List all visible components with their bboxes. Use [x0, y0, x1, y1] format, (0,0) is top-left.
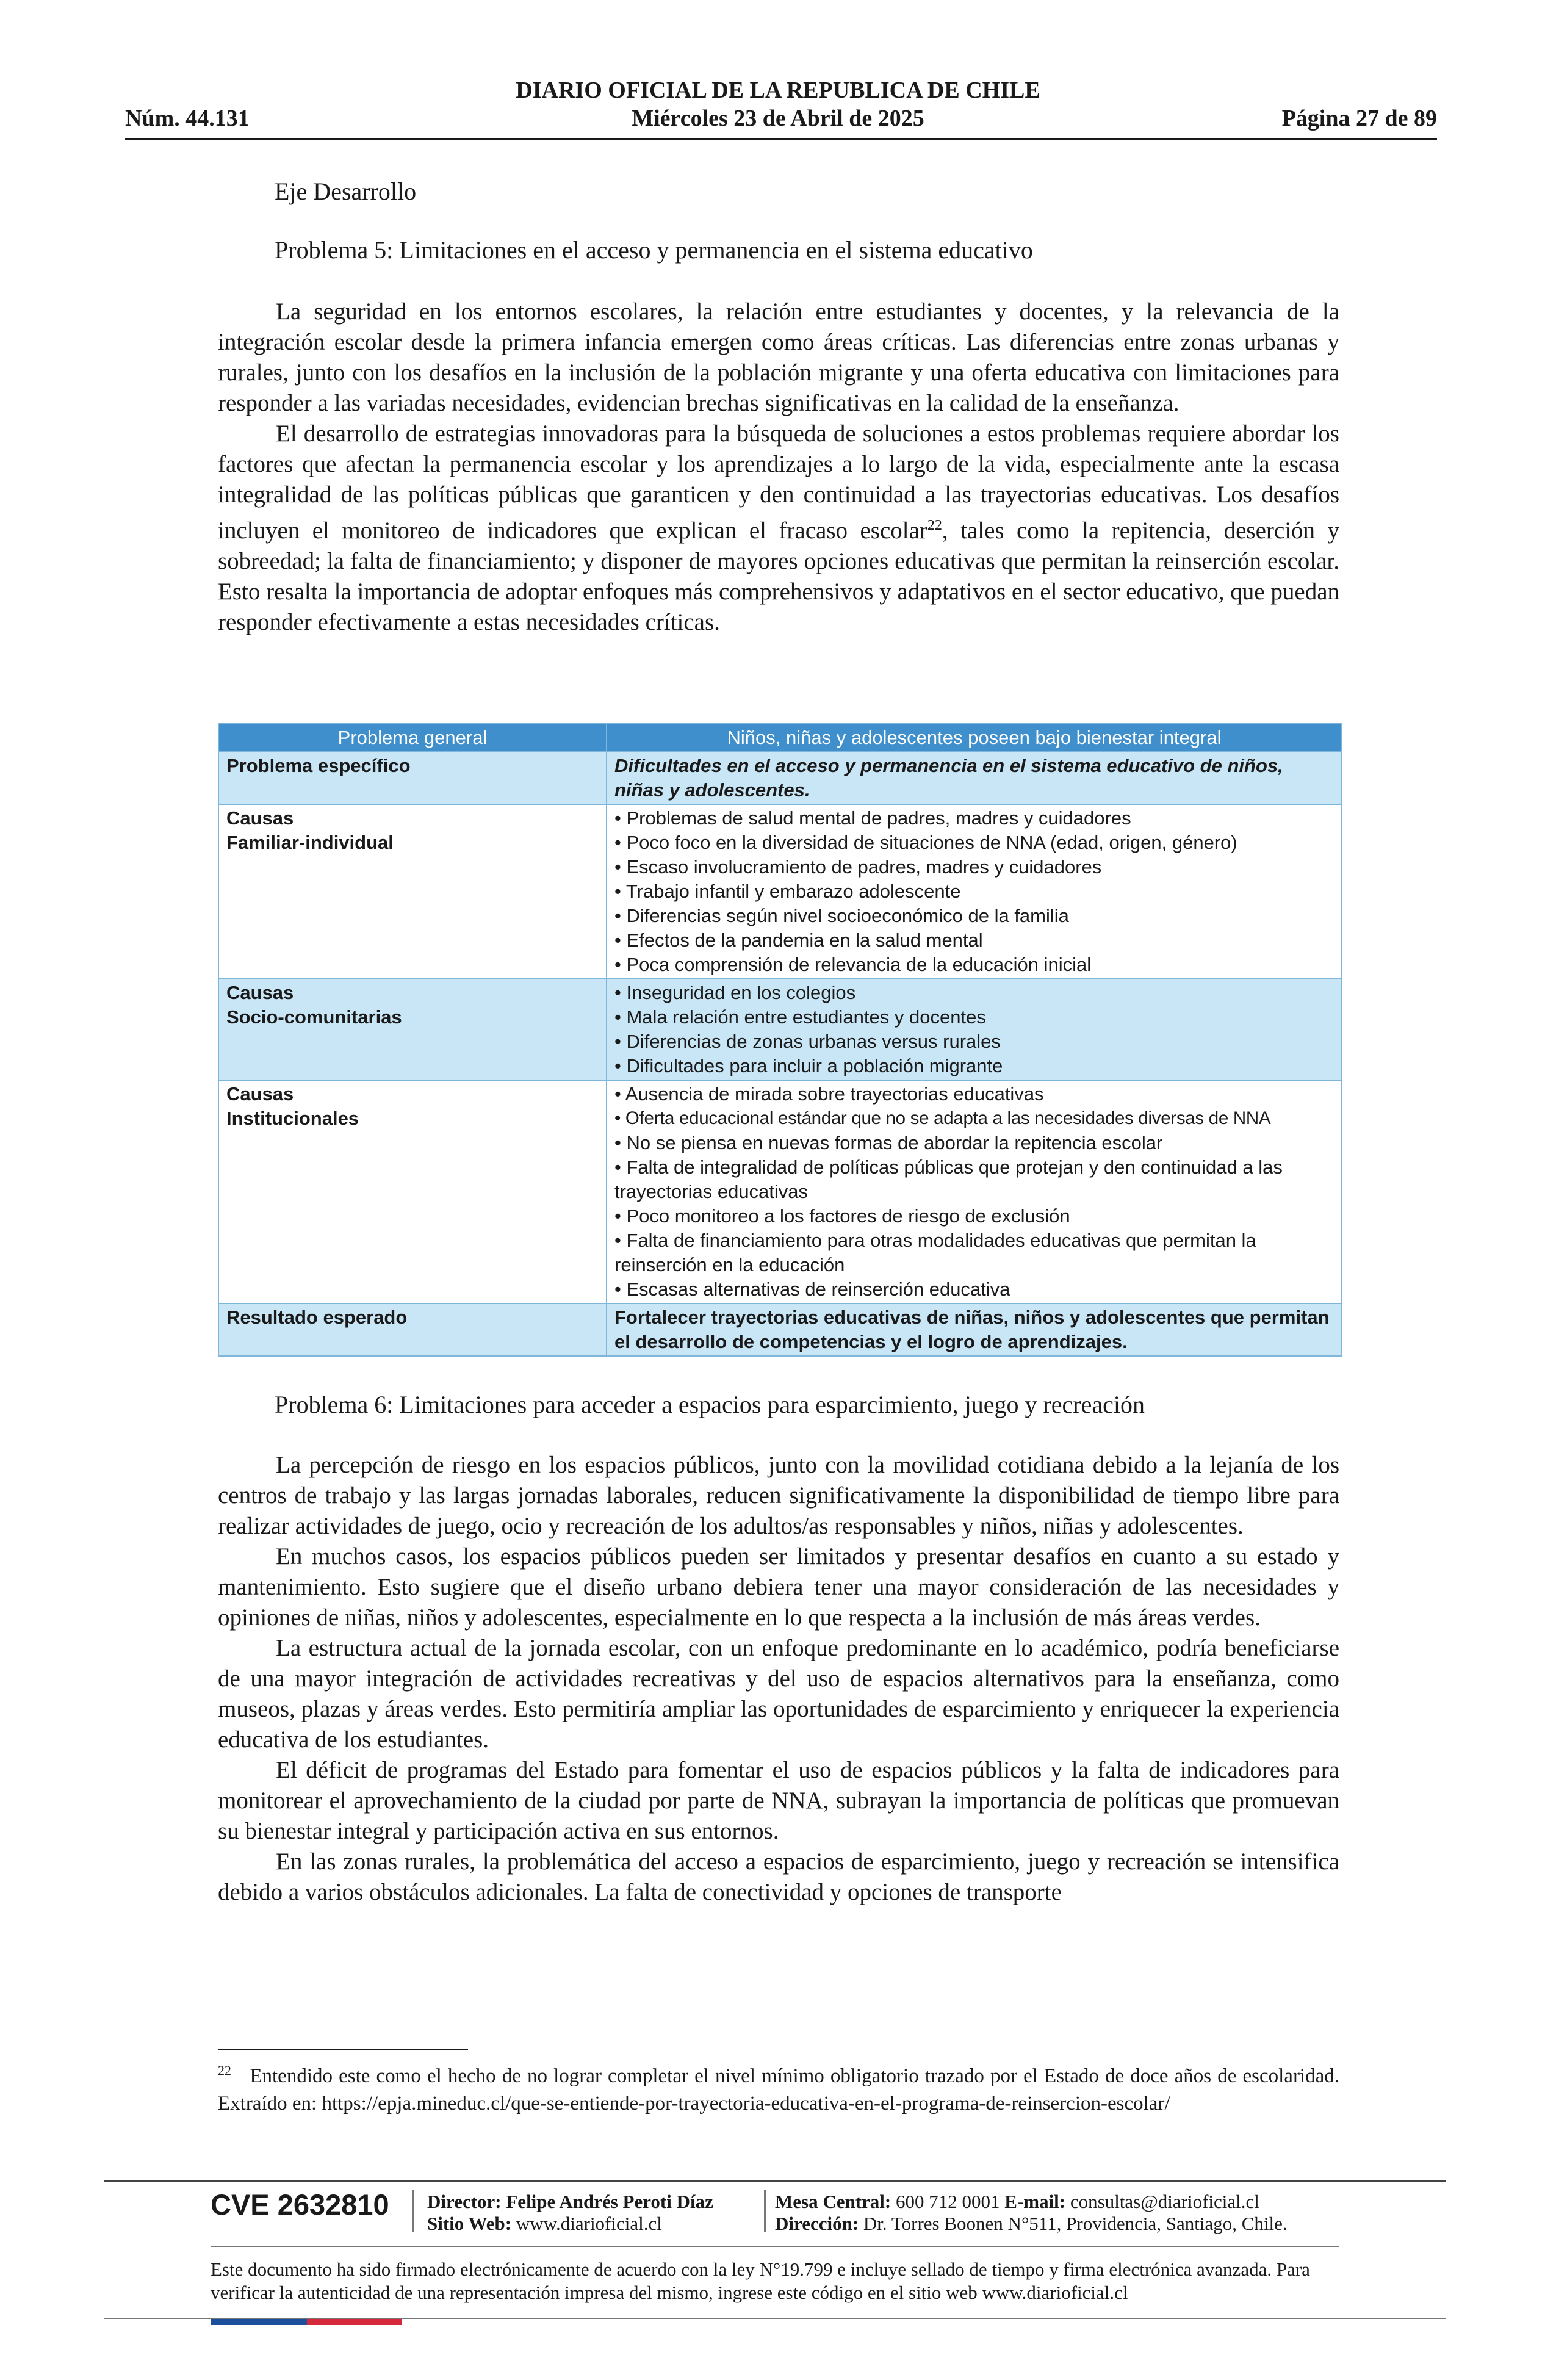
list-item: • Problemas de salud mental de padres, madres y cuidadores: [614, 807, 1131, 829]
list-item: • Trabajo infantil y embarazo adolescente: [614, 881, 961, 902]
footer-director-block: [427, 2191, 713, 2235]
header-general-label: Problema general: [218, 724, 607, 752]
row-familiar-causes: [218, 804, 1342, 979]
list-item: • Diferencias de zonas urbanas versus rurales: [614, 1031, 1001, 1052]
header-general-value: Niños, niñas y adolescentes poseen bajo bienestar integral: [607, 724, 1342, 752]
problem-tree-table: [218, 723, 1342, 1357]
problem6-title: Problema 6: Limitaciones para acceder a espacios para esparcimiento, juego y recreación: [275, 1391, 1145, 1418]
web-label: Sitio Web:: [427, 2213, 512, 2234]
list-item: • Falta de financiamiento para otras modalidades educativas que permitan la reinserción en la educación: [614, 1230, 1256, 1275]
list-item: • Escasas alternativas de reinserción educativa: [614, 1278, 1010, 1300]
list-item: • No se piensa en nuevas formas de abordar la repitencia escolar: [614, 1132, 1163, 1153]
problem6-paragraph-4: El déficit de programas del Estado para fomentar el uso de espacios públicos y la falta de indicadores para monitorear el aprovechamiento de la ciudad por parte de NNA, subrayan la importancia de políticas que promuevan su bienestar integral y participación activa en sus entornos.: [218, 1757, 1339, 1844]
footnote: [218, 2057, 1339, 2118]
list-item: • Efectos de la pandemia en la salud mental: [614, 929, 983, 951]
list-item: • Escaso involucramiento de padres, madres y cuidadores: [614, 856, 1102, 878]
header-rule: [125, 138, 1437, 140]
row-specific-problem: [218, 752, 1342, 804]
footnote-text: Entendido este como el hecho de no lograr completar el nivel mínimo obligatorio trazado por el Estado de doce años de escolaridad. Extraído en: https://epja.mineduc.cl/que-se-entiende-por-trayectoria-educativa-en-el-programa-de-reinsercion-escolar/: [218, 2065, 1340, 2115]
familiar-label-1: Causas: [226, 807, 294, 829]
website-link[interactable]: www.diarioficial.cl: [516, 2213, 662, 2234]
problem6-paragraph-2: En muchos casos, los espacios públicos pueden ser limitados y presentar desafíos en cuanto a su estado y mantenimiento. Esto sugiere que el diseño urbano debiera tener una mayor consideración de las necesidades y opiniones de niñas, niños y adolescentes, especialmente en lo que respecta a la inclusión de más áreas verdes.: [218, 1543, 1339, 1631]
list-item: • Ausencia de mirada sobre trayectorias educativas: [614, 1083, 1044, 1105]
footnote-ref[interactable]: 22: [927, 517, 942, 533]
footer-divider: [764, 2190, 766, 2232]
address: Dr. Torres Boonen N°511, Providencia, Santiago, Chile.: [863, 2213, 1288, 2234]
specific-label: Problema específico: [226, 755, 411, 776]
socio-label-1: Causas: [226, 982, 294, 1003]
problem6-paragraph-3: La estructura actual de la jornada escolar, con un enfoque predominante en lo académico, podría beneficiarse de una mayor integración de actividades recreativas y del uso de espacios alternativos para la enseñanza, como museos, plazas y áreas verdes. Esto permitiría ampliar las oportunidades de esparcimiento y enriquecer la experiencia educativa de los estudiantes.: [218, 1635, 1339, 1753]
list-item: • Poco foco en la diversidad de situaciones de NNA (edad, origen, género): [614, 832, 1237, 853]
problem6-paragraph-5: En las zonas rurales, la problemática del acceso a espacios de esparcimiento, juego y recreación se intensifica debido a varios obstáculos adicionales. La falta de conectividad y opciones de transporte: [218, 1848, 1339, 1905]
footer-contact-block: [775, 2191, 1288, 2235]
list-item: • Diferencias según nivel socioeconómico de la familia: [614, 905, 1069, 926]
result-value: Fortalecer trayectorias educativas de niñas, niños y adolescentes que permitan el desarrollo de competencias y el logro de aprendizajes.: [614, 1307, 1330, 1352]
problem5-paragraph-2a: El desarrollo de estrategias innovadoras para la búsqueda de soluciones a estos problemas requiere abordar los factores que afectan la permanencia escolar y los aprendizajes a lo largo de la vida, especialmente ante la escasa integralidad de las políticas públicas que garanticen y den continuidad a las trayectorias educativas. Los desafíos incluyen el monitoreo de indicadores que explican el fracaso escolar: [218, 420, 1339, 544]
legal-notice: Este documento ha sido firmado electrónicamente de acuerdo con la ley N°19.799 e incluye sellado de tiempo y firma electrónica avanzada. Para verificar la autenticidad de una representación impresa del mismo, ingrese este código en el sitio web www.diarioficial.cl: [211, 2259, 1310, 2303]
mesa-phone: 600 712 0001: [896, 2191, 1000, 2212]
result-label: Resultado esperado: [226, 1307, 408, 1328]
director-label: Director:: [427, 2191, 502, 2212]
problem6-body: [218, 1450, 1339, 1908]
list-item: • Poca comprensión de relevancia de la educación inicial: [614, 954, 1092, 975]
list-item: • Dificultades para incluir a población migrante: [614, 1055, 1003, 1076]
footer-rule-top: [104, 2180, 1446, 2182]
page-number: Página 27 de 89: [1281, 106, 1437, 131]
footer-divider: [412, 2190, 414, 2232]
inst-label-1: Causas: [226, 1083, 294, 1105]
issue-number: Núm. 44.131: [125, 106, 250, 131]
list-item: • Mala relación entre estudiantes y docentes: [614, 1006, 986, 1028]
section-title: Eje Desarrollo: [275, 178, 417, 205]
email-link[interactable]: consultas@diarioficial.cl: [1070, 2191, 1259, 2212]
cve-code: CVE 2632810: [211, 2188, 389, 2221]
footnote-rule: [218, 2049, 468, 2050]
inst-label-2: Institucionales: [226, 1108, 359, 1129]
problem5-body: [218, 297, 1339, 638]
problem5-title: Problema 5: Limitaciones en el acceso y permanencia en el sistema educativo: [275, 236, 1033, 264]
issue-date: Miércoles 23 de Abril de 2025: [632, 106, 924, 131]
familiar-label-2: Familiar-individual: [226, 832, 394, 853]
problem5-paragraph-1: La seguridad en los entornos escolares, la relación entre estudiantes y docentes, y la relevancia de la integración escolar desde la primera infancia emergen como áreas críticas. Las diferencias entre zonas urbanas y rurales, junto con los desafíos en la inclusión de la población migrante y una oferta educativa con limitaciones para responder a las variadas necesidades, evidencian brechas significativas en la calidad de la enseñanza.: [218, 298, 1339, 416]
row-socio-causes: [218, 979, 1342, 1080]
newspaper-title: DIARIO OFICIAL DE LA REPUBLICA DE CHILE: [516, 78, 1040, 103]
footnote-number: 22: [218, 2063, 231, 2078]
flag-stripe-red: [307, 2319, 402, 2325]
socio-label-2: Socio-comunitarias: [226, 1006, 402, 1028]
specific-value: Dificultades en el acceso y permanencia en el sistema educativo de niños, niñas y adolescentes.: [614, 755, 1283, 801]
problem5-paragraph-2: [218, 419, 1339, 638]
row-expected-result: [218, 1304, 1342, 1356]
row-institutional-causes: [218, 1080, 1342, 1304]
list-item: • Oferta educacional estándar que no se adapta a las necesidades diversas de NNA: [614, 1108, 1271, 1128]
email-label: E-mail:: [1004, 2191, 1066, 2212]
list-item: • Poco monitoreo a los factores de riesgo de exclusión: [614, 1205, 1070, 1227]
problem5-paragraph-2b: , tales como la repitencia, deserción y sobreedad; la falta de financiamiento; y disponer de mayores opciones educativas que permitan la reinserción escolar. Esto resalta la importancia de adoptar enfoques más comprehensivos y adaptativos en el sector educativo, que puedan responder efectivamente a estas necesidades críticas.: [218, 517, 1339, 635]
list-item: • Inseguridad en los colegios: [614, 982, 856, 1003]
problem6-paragraph-1: La percepción de riesgo en los espacios públicos, junto con la movilidad cotidiana debido a la lejanía de los centros de trabajo y las largas jornadas laborales, reducen significativamente la disponibilidad de tiempo libre para realizar actividades de juego, ocio y recreación de los adultos/as responsables y niños, niñas y adolescentes.: [218, 1452, 1339, 1539]
director-name: Felipe Andrés Peroti Díaz: [506, 2191, 713, 2212]
list-item: • Falta de integralidad de políticas públicas que protejan y den continuidad a las trayectorias educativas: [614, 1156, 1283, 1202]
mesa-label: Mesa Central:: [775, 2191, 891, 2212]
footer-rule-mid: [211, 2246, 1339, 2247]
address-label: Dirección:: [775, 2213, 859, 2234]
flag-stripe-blue: [211, 2319, 307, 2325]
table-header-row: [218, 724, 1342, 752]
